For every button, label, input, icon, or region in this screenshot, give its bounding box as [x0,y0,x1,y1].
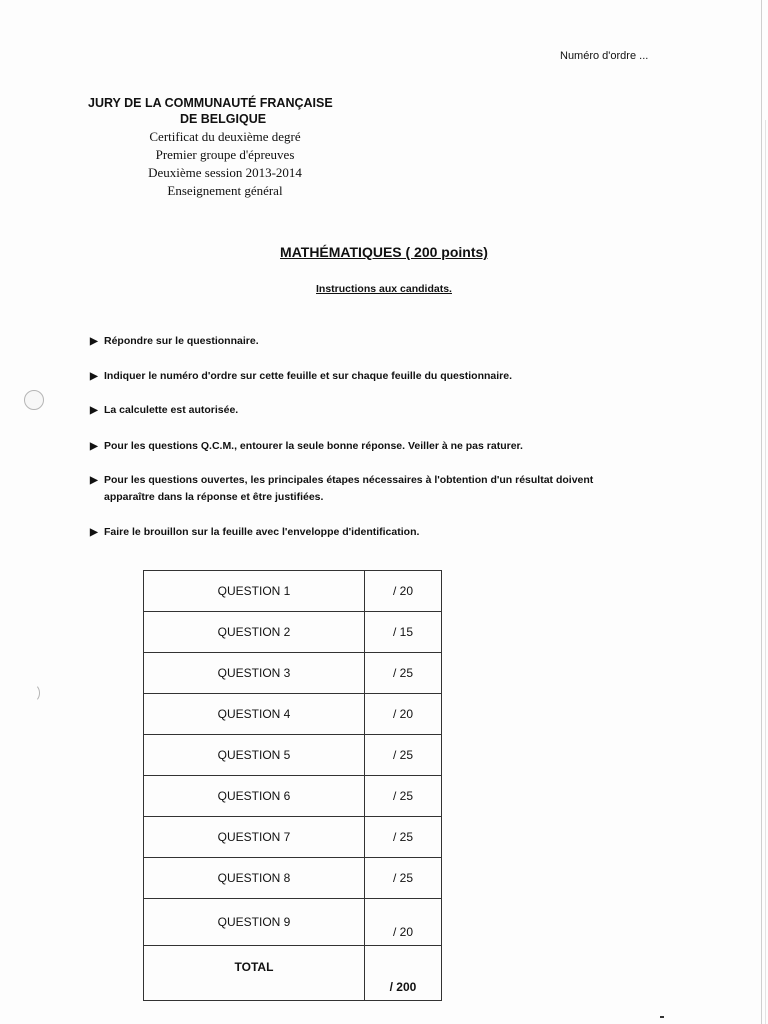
question-points: / 25 [365,817,442,858]
question-label: QUESTION 6 [144,776,365,817]
instruction-text: Répondre sur le questionnaire. [104,335,259,347]
table-row [144,571,442,612]
numero-ordre: Numéro d'ordre ... [560,50,649,62]
total-points: / 200 [365,946,442,1001]
question-points: / 20 [365,694,442,735]
question-points: / 20 [365,899,442,946]
instruction-text: Pour les questions Q.C.M., entourer la seule bonne réponse. Veiller à ne pas raturer. [104,440,523,452]
right-triangle-bullet-icon: ▶ [90,527,98,538]
table-row [144,694,442,735]
scan-speck [660,1016,664,1018]
instruction-item [90,402,630,419]
question-points: / 25 [365,653,442,694]
instruction-text: Faire le brouillon sur la feuille avec l'enveloppe d'identification. [104,526,420,538]
total-row [144,946,442,1001]
instruction-item [90,472,630,506]
table-row [144,776,442,817]
question-points: / 25 [365,735,442,776]
question-points: / 25 [365,858,442,899]
question-label: QUESTION 3 [144,653,365,694]
right-triangle-bullet-icon: ▶ [90,371,98,382]
instruction-item [90,524,630,541]
instruction-item [90,368,630,385]
punch-hole-mark [24,390,44,410]
right-triangle-bullet-icon: ▶ [90,441,98,452]
instruction-text: La calculette est autorisée. [104,404,239,416]
total-label: TOTAL [144,946,365,1001]
table-row [144,858,442,899]
table-row [144,899,442,946]
punch-hole-mark [26,684,40,702]
question-points: / 25 [365,776,442,817]
question-label: QUESTION 7 [144,817,365,858]
question-points: / 15 [365,612,442,653]
question-label: QUESTION 8 [144,858,365,899]
session-line: Deuxième session 2013-2014 [148,165,302,180]
page-edge-line [761,0,762,1024]
jury-heading [88,95,368,127]
table-row [144,612,442,653]
question-label: QUESTION 5 [144,735,365,776]
jury-heading-line2: DE BELGIQUE [179,112,267,126]
instruction-text: Pour les questions ouvertes, les principales étapes nécessaires à l'obtention d'un résultat doivent apparaître dans la réponse et être justifiées. [104,474,594,503]
right-triangle-bullet-icon: ▶ [90,336,98,347]
question-label: QUESTION 9 [144,899,365,946]
right-triangle-bullet-icon: ▶ [90,475,98,486]
page-title: MATHÉMATIQUES ( 200 points) [280,244,488,260]
question-label: QUESTION 2 [144,612,365,653]
question-label: QUESTION 4 [144,694,365,735]
table-row [144,817,442,858]
table-row [144,735,442,776]
table-row [144,653,442,694]
instruction-item [90,438,630,455]
exam-details [120,128,330,200]
score-table [143,570,442,1001]
certificat-line: Certificat du deuxième degré [149,129,301,144]
enseignement-line: Enseignement général [167,183,283,198]
question-label: QUESTION 1 [144,571,365,612]
groupe-line: Premier groupe d'épreuves [155,147,295,162]
instruction-item [90,333,630,350]
instruction-text: Indiquer le numéro d'ordre sur cette feuille et sur chaque feuille du questionnaire. [104,370,512,382]
question-points: / 20 [365,571,442,612]
jury-heading-line1: JURY DE LA COMMUNAUTÉ FRANÇAISE [88,96,333,110]
instructions-heading: Instructions aux candidats. [316,283,452,295]
right-triangle-bullet-icon: ▶ [90,405,98,416]
